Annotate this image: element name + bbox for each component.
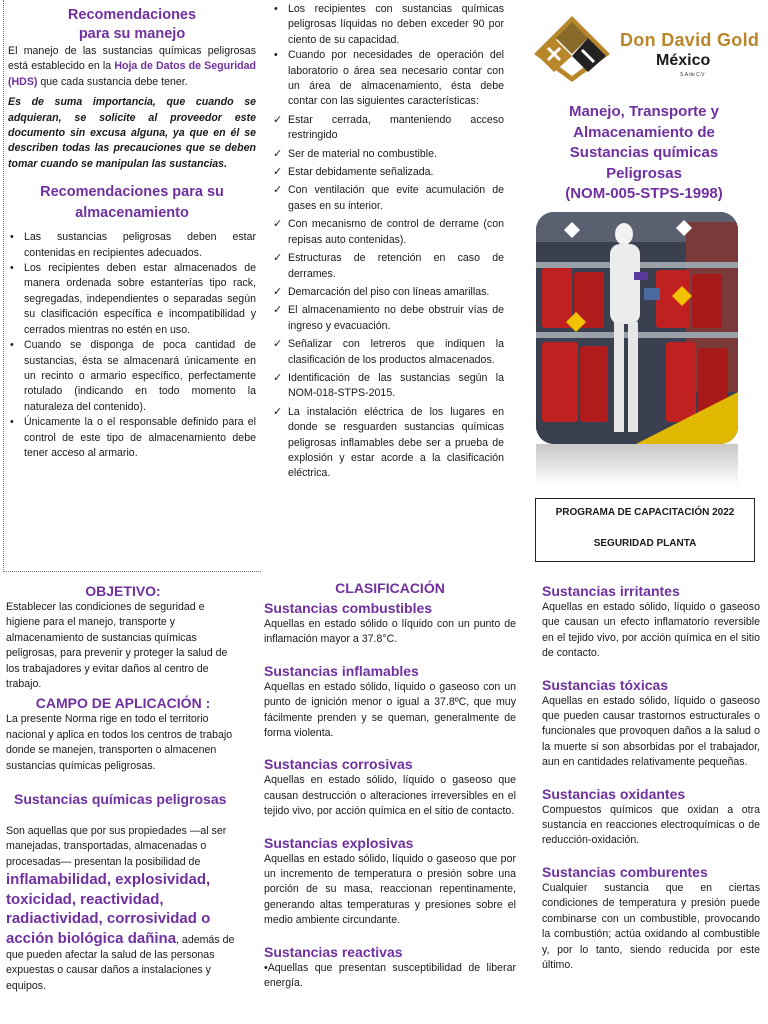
almacenamiento-heading: Recomendaciones para su almacenamiento (40, 184, 224, 222)
sqp-text-b: , además de que pueden afectar la salud de las personas expuestas o causar daños a instalaciones y equipos. (6, 933, 235, 992)
almacenamiento-item: • Únicamente la o el responsable definido para el control de este tipo de almacenamiento debe tener acceso al armario. (8, 415, 256, 461)
caracteristicas-checklist (272, 113, 504, 482)
manejo-heading-line1: Recomendaciones (67, 7, 197, 23)
sqp-heading: Sustancias químicas peligrosas (14, 791, 227, 808)
caracteristica-item: ✓ Identificación de las sustancias según la NOM-018-STPS-2015. (272, 371, 504, 402)
fold-guide-horizontal (3, 571, 261, 572)
panel-clasificacion-cont (542, 582, 760, 1022)
sustancia-type-heading: Sustancias explosivas (264, 834, 414, 851)
caracteristica-item: ✓ Estar cerrada, manteniendo acceso restringido (272, 113, 504, 144)
sustancia-type-description: Cualquier sustancia que en ciertas condiciones de temperatura y presión puede combinarse con un combustible, provocando la combustión; actúa oxidando al combustible y, por lo tanto, siendo reducida por este último. (542, 881, 760, 971)
brand-legal: S.A de C.V (680, 72, 705, 78)
caracteristica-item: ✓ Ser de material no combustible. (272, 147, 504, 162)
cover-title-line4: Peligrosas (606, 164, 682, 182)
sustancia-type-heading: Sustancias irritantes (542, 583, 680, 599)
sustancia-type-description: Compuestos químicos que oxidan a otra sustancia en reacciones electroquímicas o de reducción-oxidación. (542, 803, 760, 847)
clasificacion-list-cont (542, 582, 760, 973)
sustancia-type-description: Aquellas en estado sólido, líquido o gaseoso que causan un efecto inflamatorio reversible en el tejido vivo, por acción química en el sitio de contacto. (542, 601, 760, 660)
sustancia-type-heading: Sustancias oxidantes (542, 785, 686, 802)
sustancia-type-heading: Sustancias tóxicas (542, 676, 669, 693)
sqp-text (6, 824, 240, 994)
sustancia-type-heading: Sustancias combustibles (264, 600, 433, 616)
manejo-intro-text-b: que cada sustancia debe tener. (37, 75, 188, 88)
cover-title-line3: Sustancias químicas (569, 144, 719, 161)
caracteristica-item: ✓ El almacenamiento no debe obstruir vías de ingreso y evacuación. (272, 303, 504, 334)
program-box (535, 498, 755, 562)
program-label: PROGRAMA DE CAPACITACIÓN 2022 (555, 507, 735, 518)
cover-title-line5: (NOM-005-STPS-1998) (565, 185, 723, 202)
sustancia-type-description: Aquellas en estado sólido, líquido o gaseoso que pueden causar trastornos estructurales o funcionales que provoquen daños a la salud o la muerte si son absorbidas por el trabajador, aun en cantidades relativamente pequeñas. (542, 694, 760, 769)
panel-caracteristicas (272, 2, 504, 542)
cover-title-line2: Almacenamiento de (573, 123, 715, 141)
sustancia-type-heading: Sustancias inflamables (264, 662, 419, 679)
hds-highlight: Hoja de Datos de Seguridad (HDS) (8, 60, 256, 88)
clasificacion-heading: CLASIFICACIÓN (335, 580, 445, 596)
sustancia-type-heading: Sustancias comburentes (542, 863, 708, 880)
warehouse-illustration (536, 212, 738, 444)
sustancia-type-description: Aquellas en estado sólido, líquido o gaseoso con un punto de ignición menor o igual a 37.8ºC, que muy fácilmente prenden y se queman, generalmente de forma violenta. (264, 680, 516, 740)
warehouse-photo (536, 212, 738, 444)
manejo-heading (8, 6, 256, 44)
panel-portada (528, 10, 760, 570)
sustancia-type-description: •Aquellas que presentan susceptibilidad de liberar energía. (264, 961, 516, 990)
sustancia-type-description: Aquellas en estado sólido, líquido o gaseoso que causan destrucción o alteraciones irreversibles en el tejido vivo, por acción química en el sitio de contacto. (264, 774, 516, 818)
fold-guide-vertical (3, 0, 4, 570)
panel-manejo (8, 6, 256, 566)
caracteristica-item: ✓ Estructuras de retención en caso de derrames. (272, 251, 504, 282)
brand-country: México (656, 52, 711, 69)
cover-title (528, 102, 760, 205)
sustancia-type-heading: Sustancias corrosivas (264, 756, 413, 773)
manejo-emphasis: Es de suma importancia, que cuando se adquieran, se solicite al proveedor este documento sin excusa alguna, ya que en él se describen todas las precauciones que se deben tomar cuando se manipulan las sustancias. (8, 96, 256, 170)
recipientes-list (272, 2, 504, 110)
caracteristica-item: ✓ Con ventilación que evite acumulación de gases en su interior. (272, 183, 504, 214)
recipientes-item: • Cuando por necesidades de operación del laboratorio o área sea necesario contar con un área de almacenamiento, ésta debe contar con las siguientes características: (272, 48, 504, 110)
sustancia-type-description: Aquellas en estado sólido o líquido con un punto de inflamación mayor a 37.8°C. (264, 618, 516, 646)
panel-clasificacion (264, 579, 516, 1024)
brand-name: Don David Gold (620, 30, 760, 50)
objetivo-text: Establecer las condiciones de seguridad e higiene para el manejo, transporte y almacenamiento de sustancias químicas peligrosas, para prevenir y proteger la salud de los trabajadores y evitar daños al centro de trabajo. (6, 601, 228, 691)
recipientes-item: • Los recipientes con sustancias químicas peligrosas líquidas no deben exceder 90 por ciento de su capacidad. (272, 2, 504, 48)
manejo-intro (8, 44, 256, 90)
sqp-properties: inflamabilidad, explosividad, toxicidad, reactividad, radiactividad, corrosividad o acción biológica dañina (6, 871, 211, 947)
almacenamiento-list (8, 230, 256, 461)
sustancia-type-description: Aquellas en estado sólido, líquido o gaseoso que por un incremento de temperatura o presión sobre una porción de su masa, reaccionan repentinamente, generando altas temperaturas y presiones sobre el medio ambiente circundante. (264, 852, 516, 927)
clasificacion-list (264, 599, 516, 992)
company-logo (528, 10, 760, 88)
caracteristica-item: ✓ Señalizar con letreros que indiquen la clasificación de los productos almacenados. (272, 337, 504, 368)
almacenamiento-item: • Los recipientes deben estar almacenados de manera ordenada sobre estanterías tipo rack, segregadas, independientes o separadas según su clasificación específica e incompatibilidad y cerrados mientras no estén en uso. (8, 261, 256, 338)
cover-title-line1: Manejo, Transporte y (568, 103, 720, 120)
sqp-text-a: Son aquellas que por sus propiedades —al ser manejadas, transportadas, almacenadas o procesadas— presentan la posibilidad de (6, 825, 227, 868)
campo-text: La presente Norma rige en todo el territorio nacional y aplica en todos los centros de trabajo donde se manejen, transporten o almacenen sustancias químicas peligrosas. (6, 713, 233, 772)
manejo-heading-line2: para su manejo (78, 26, 186, 42)
almacenamiento-item: • Las sustancias peligrosas deben estar contenidas en recipientes adecuados. (8, 230, 256, 261)
mining-logo-icon (532, 14, 612, 84)
department-label: SEGURIDAD PLANTA (593, 538, 697, 549)
photo-reflection (536, 444, 738, 486)
caracteristica-item: ✓ La instalación eléctrica de los lugares en donde se resguarden sustancias químicas peligrosas inflamables debe ser a prueba de explosión y estar acorde a la clasificación eléctrica. (272, 405, 504, 482)
caracteristica-item: ✓ Estar debidamente señalizada. (272, 165, 504, 180)
almacenamiento-item: • Cuando se disponga de poca cantidad de sustancias, ésta se almacenará únicamente en un recinto o armario específico, perfectamente rotulado (indicando en todo momento la naturaleza del contenido). (8, 338, 256, 415)
caracteristica-item: ✓ Con mecanismo de control de derrame (con repisas auto contenidas). (272, 217, 504, 248)
panel-objetivo (6, 582, 240, 1022)
manejo-intro-text-a: El manejo de las sustancias químicas peligrosas está establecido en la (8, 45, 256, 73)
sustancia-type-heading: Sustancias reactivas (264, 943, 403, 960)
caracteristica-item: ✓ Demarcación del piso con líneas amarillas. (272, 285, 504, 300)
campo-heading: CAMPO DE APLICACIÓN : (35, 695, 211, 712)
objetivo-heading: OBJETIVO: (85, 583, 161, 599)
